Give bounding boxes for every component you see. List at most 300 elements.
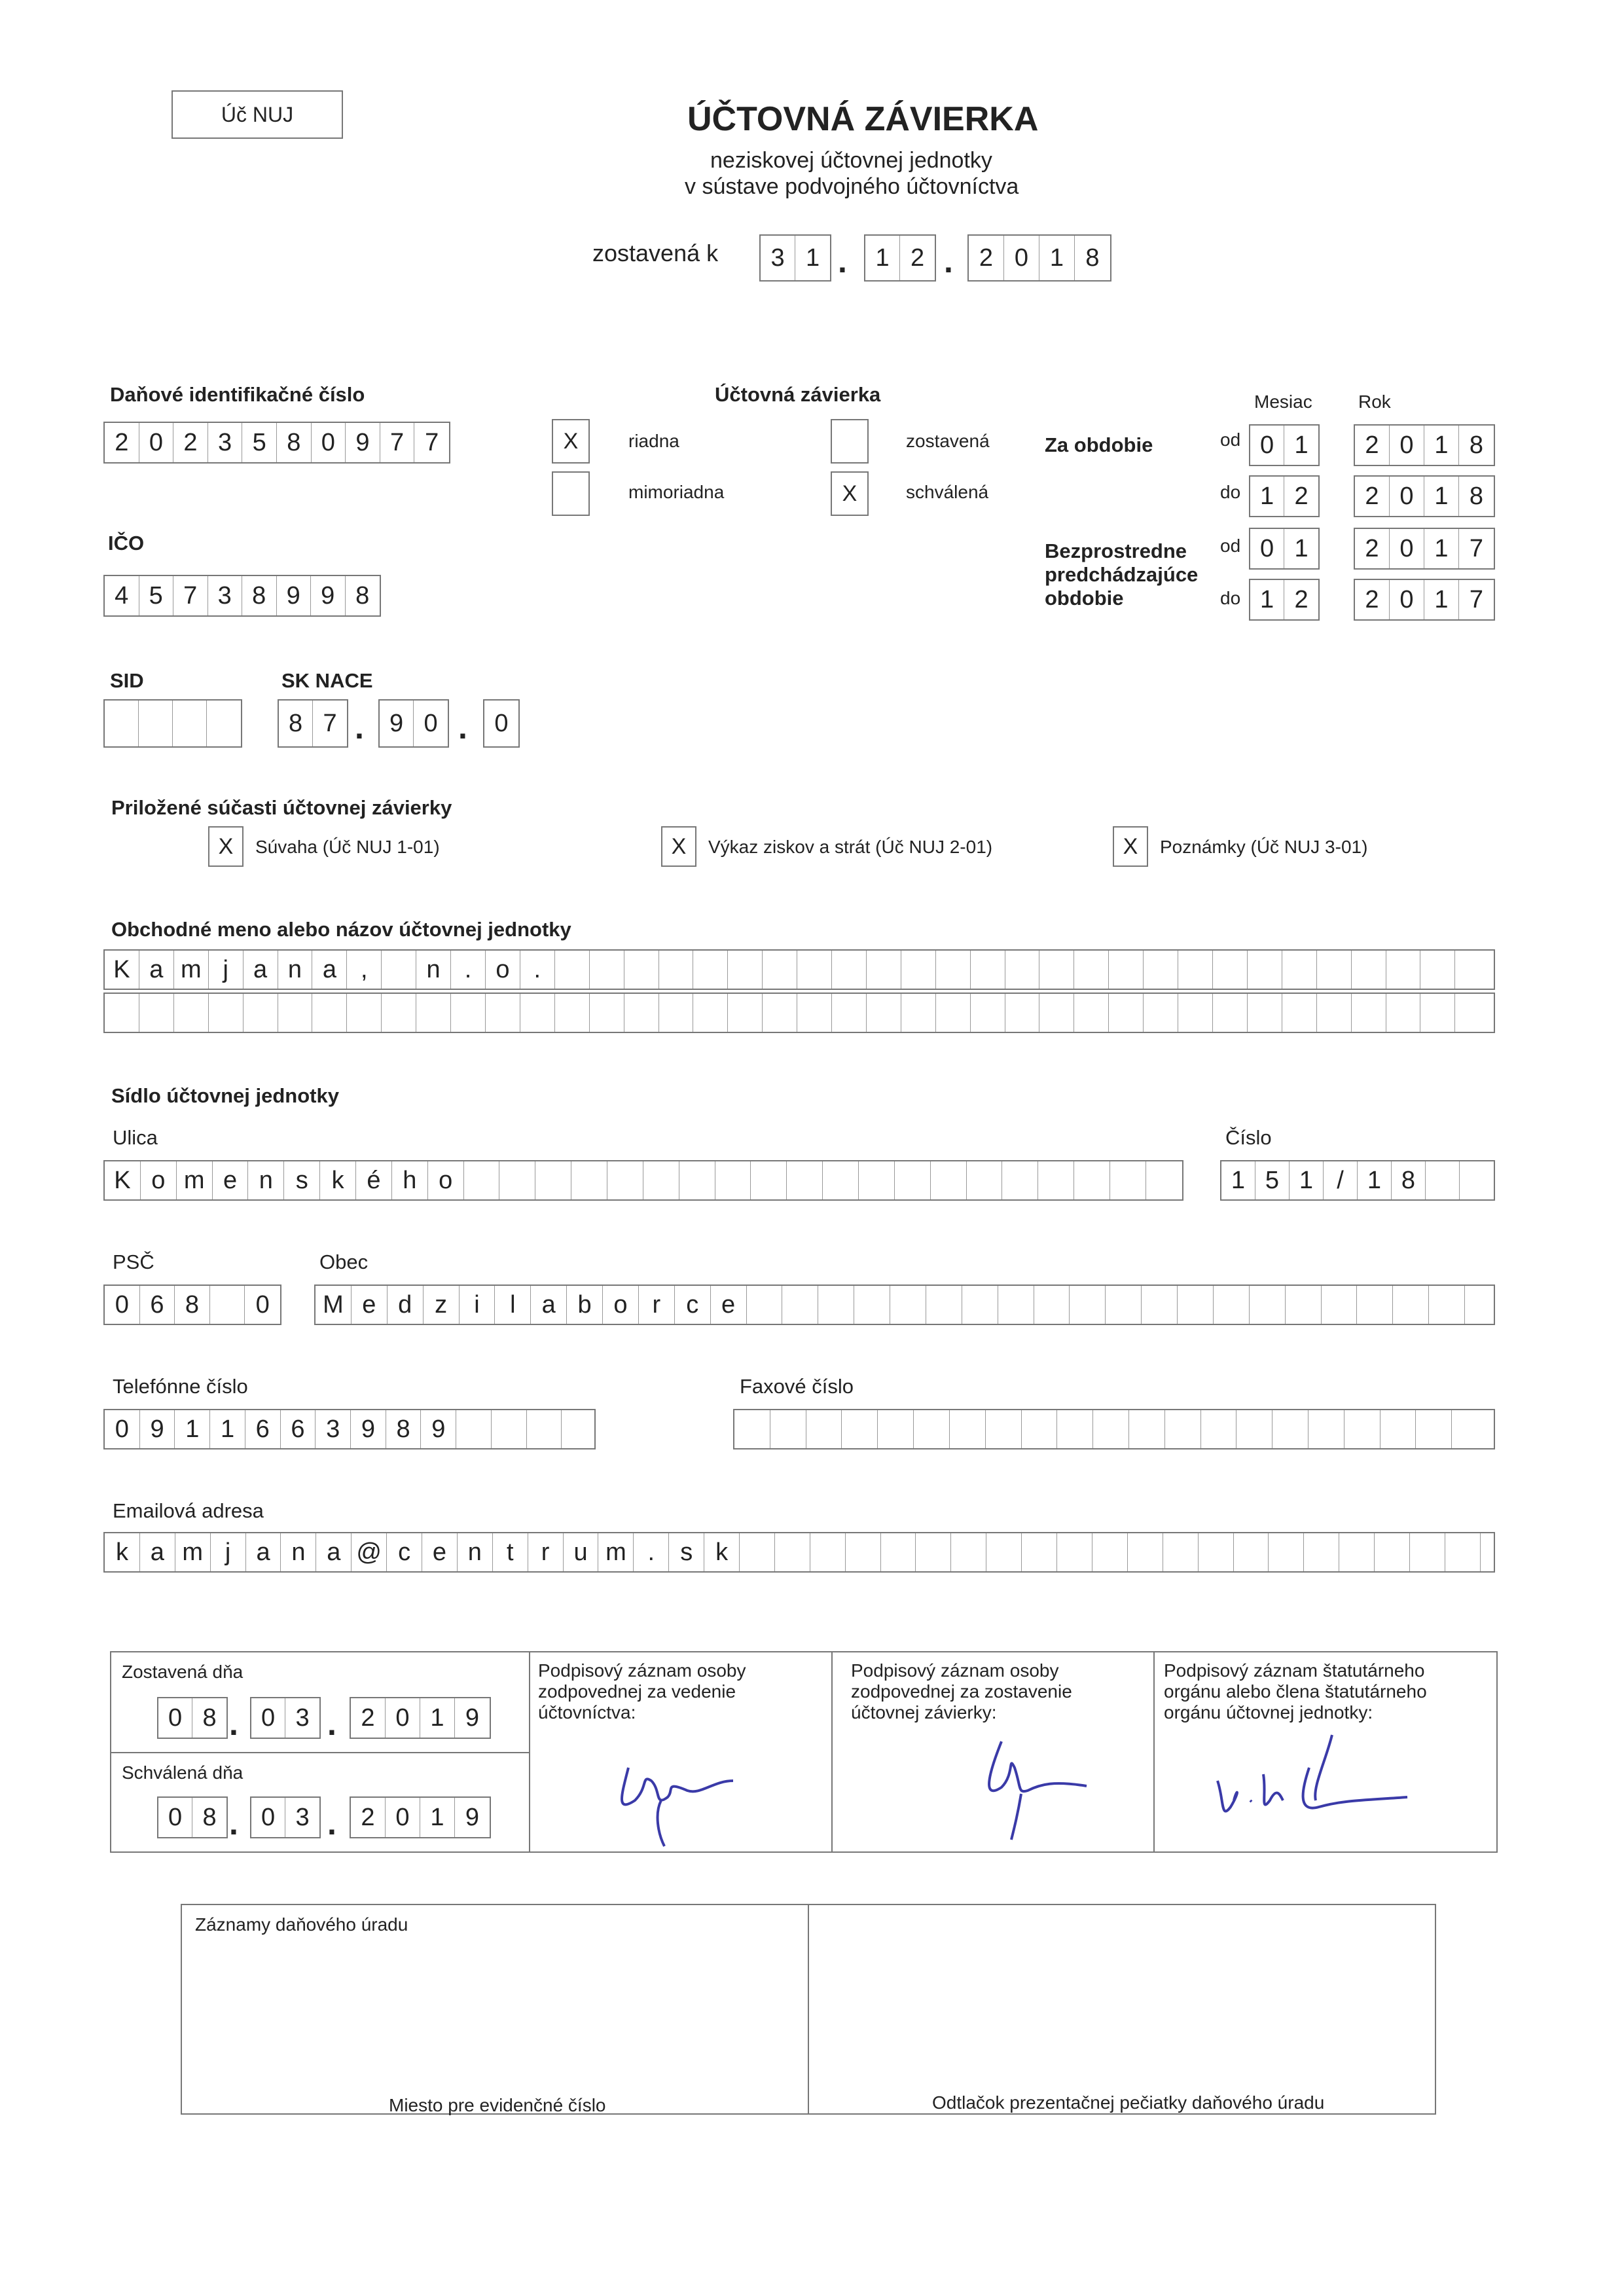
number-field <box>1220 1160 1495 1201</box>
compiled-as-of-label: zostavená k <box>592 240 719 266</box>
street-label: Ulica <box>113 1126 158 1149</box>
approved-on-year <box>350 1796 491 1838</box>
divider <box>529 1651 530 1853</box>
char-cell: k <box>704 1533 740 1571</box>
char-cell <box>936 994 971 1032</box>
char-cell <box>1146 1161 1182 1199</box>
char-cell <box>590 994 624 1032</box>
char-cell: 9 <box>351 1410 386 1448</box>
char-cell <box>382 951 416 989</box>
char-cell: n <box>416 951 451 989</box>
char-cell <box>823 1161 859 1199</box>
char-cell <box>693 951 728 989</box>
char-cell <box>1248 951 1282 989</box>
year-header: Rok <box>1358 392 1391 412</box>
char-cell <box>1093 1410 1129 1448</box>
char-cell <box>1178 994 1213 1032</box>
previous-period-label-3: obdobie <box>1045 587 1124 610</box>
char-cell <box>382 994 416 1032</box>
separator-dot: . <box>229 1805 238 1842</box>
char-cell <box>1481 1533 1494 1571</box>
from-label: od <box>1220 536 1241 556</box>
char-cell: 0 <box>1004 236 1039 280</box>
form-code: Úč NUJ <box>221 102 294 126</box>
email-label: Emailová adresa <box>113 1499 264 1522</box>
char-cell: o <box>486 951 520 989</box>
char-cell: 8 <box>202 1803 217 1831</box>
char-cell: 6 <box>140 1286 175 1324</box>
char-cell <box>527 1410 562 1448</box>
closure-extraordinary-label: mimoriadna <box>628 482 725 502</box>
char-cell: @ <box>352 1533 387 1571</box>
char-cell: 8 <box>242 576 277 615</box>
tax-office-label: Záznamy daňového úradu <box>195 1914 408 1935</box>
char-cell <box>492 1410 527 1448</box>
compiled-on-day <box>157 1697 228 1739</box>
char-cell <box>901 994 936 1032</box>
current-from-year <box>1354 424 1495 466</box>
char-cell <box>763 994 797 1032</box>
char-cell: 2 <box>1355 426 1390 465</box>
attachment-balance-checkbox[interactable]: X <box>208 826 244 867</box>
char-cell: 7 <box>1469 534 1484 562</box>
char-cell: r <box>639 1286 675 1324</box>
char-cell <box>1074 1161 1110 1199</box>
char-cell: 3 <box>208 423 243 462</box>
closure-regular-checkbox[interactable]: X <box>552 419 590 464</box>
char-cell: 7 <box>323 709 337 737</box>
char-cell: 0 <box>1250 529 1284 568</box>
char-cell <box>854 1286 890 1324</box>
char-cell: 2 <box>1355 529 1390 568</box>
char-cell: 0 <box>1390 477 1424 516</box>
char-cell: 8 <box>386 1410 422 1448</box>
signature-statutory-label-1: Podpisový záznam štatutárneho <box>1164 1660 1425 1681</box>
char-cell <box>1199 1533 1234 1571</box>
char-cell: 1 <box>210 1410 245 1448</box>
char-cell <box>105 701 139 746</box>
char-cell <box>1452 1410 1494 1448</box>
char-cell <box>1248 994 1282 1032</box>
char-cell: 7 <box>1469 585 1484 613</box>
char-cell: 1 <box>1294 431 1308 459</box>
char-cell <box>555 951 590 989</box>
char-cell <box>173 701 207 746</box>
char-cell: 1 <box>865 236 900 280</box>
char-cell: s <box>669 1533 704 1571</box>
signature-statutory-image <box>1204 1728 1420 1833</box>
separator-dot: . <box>458 709 467 746</box>
signature-accountant-label-2: zodpovednej za vedenie <box>538 1681 736 1702</box>
char-cell: 0 <box>251 1698 285 1738</box>
char-cell: 9 <box>140 1410 175 1448</box>
char-cell: 8 <box>1469 482 1484 510</box>
char-cell: 5 <box>242 423 277 462</box>
name-row-2 <box>103 993 1495 1033</box>
char-cell: 9 <box>465 1704 480 1732</box>
char-cell <box>1039 994 1074 1032</box>
char-cell <box>951 1533 986 1571</box>
char-cell <box>1005 994 1040 1032</box>
char-cell: c <box>387 1533 422 1571</box>
char-cell: 3 <box>316 1410 351 1448</box>
char-cell <box>1322 1286 1358 1324</box>
previous-to-month <box>1249 579 1320 621</box>
char-cell: o <box>428 1161 464 1199</box>
char-cell <box>916 1533 951 1571</box>
char-cell <box>1070 1286 1106 1324</box>
char-cell <box>1465 1286 1494 1324</box>
char-cell <box>1178 951 1213 989</box>
previous-to-year <box>1354 579 1495 621</box>
signature-compiler-label-1: Podpisový záznam osoby <box>851 1660 1059 1681</box>
char-cell: 3 <box>295 1704 310 1732</box>
char-cell: / <box>1324 1161 1358 1199</box>
char-cell: 2 <box>351 1798 386 1837</box>
char-cell: 9 <box>311 576 346 615</box>
char-cell <box>209 994 244 1032</box>
char-cell <box>734 1410 770 1448</box>
char-cell <box>797 994 832 1032</box>
current-from-month <box>1249 424 1320 466</box>
char-cell: h <box>392 1161 428 1199</box>
char-cell: e <box>711 1286 747 1324</box>
char-cell: 1 <box>1250 477 1284 516</box>
char-cell <box>914 1410 950 1448</box>
char-cell: e <box>213 1161 249 1199</box>
separator-dot: . <box>229 1705 238 1742</box>
stamp-label: Odtlačok prezentačnej pečiatky daňového úradu <box>932 2092 1325 2113</box>
char-cell <box>950 1410 986 1448</box>
char-cell: 2 <box>173 423 208 462</box>
compiled-on-month <box>250 1697 321 1739</box>
char-cell <box>1057 1410 1093 1448</box>
char-cell: 1 <box>1039 236 1075 280</box>
char-cell: 2 <box>105 423 139 462</box>
char-cell: 0 <box>251 1798 285 1837</box>
char-cell <box>1144 951 1178 989</box>
to-label: do <box>1220 588 1241 608</box>
separator-dot: . <box>944 243 953 280</box>
char-cell: a <box>244 951 278 989</box>
char-cell <box>1416 1410 1452 1448</box>
char-cell <box>1272 1410 1308 1448</box>
divider <box>1153 1651 1155 1853</box>
char-cell <box>797 951 832 989</box>
char-cell: 9 <box>421 1410 456 1448</box>
char-cell: j <box>211 1533 246 1571</box>
char-cell <box>1106 1286 1142 1324</box>
char-cell <box>1109 994 1144 1032</box>
sid-field <box>103 699 242 748</box>
char-cell: 0 <box>255 1290 270 1319</box>
closure-compiled-checkbox[interactable] <box>831 419 869 464</box>
char-cell: o <box>141 1161 177 1199</box>
char-cell: 8 <box>202 1704 217 1732</box>
char-cell <box>1092 1533 1128 1571</box>
zip-label: PSČ <box>113 1250 154 1273</box>
char-cell <box>1074 994 1109 1032</box>
char-cell: j <box>209 951 244 989</box>
char-cell: a <box>316 1533 352 1571</box>
char-cell <box>1213 951 1248 989</box>
char-cell <box>998 1286 1034 1324</box>
char-cell <box>624 951 659 989</box>
current-to-month <box>1249 475 1320 517</box>
char-cell: 9 <box>380 701 414 746</box>
char-cell: 8 <box>1392 1161 1426 1199</box>
char-cell: 1 <box>420 1798 455 1837</box>
compiled-on-label: Zostavená dňa <box>122 1662 244 1682</box>
char-cell: d <box>388 1286 424 1324</box>
char-cell <box>416 994 451 1032</box>
char-cell <box>986 1533 1022 1571</box>
char-cell <box>1236 1410 1272 1448</box>
char-cell: 1 <box>1294 534 1308 562</box>
char-cell <box>810 1533 846 1571</box>
char-cell: 1 <box>1424 580 1459 619</box>
char-cell <box>1386 994 1421 1032</box>
char-cell <box>347 994 382 1032</box>
char-cell: 6 <box>245 1410 281 1448</box>
char-cell: 1 <box>1221 1161 1255 1199</box>
char-cell <box>1426 1161 1460 1199</box>
street-field <box>103 1160 1183 1201</box>
char-cell <box>1163 1533 1199 1571</box>
char-cell <box>1250 1286 1286 1324</box>
name-row-1 <box>103 949 1495 990</box>
char-cell: k <box>105 1533 140 1571</box>
char-cell: 2 <box>910 244 925 272</box>
char-cell: 5 <box>1255 1161 1290 1199</box>
char-cell <box>174 994 209 1032</box>
char-cell <box>1420 994 1455 1032</box>
char-cell: s <box>284 1161 320 1199</box>
char-cell <box>1344 1410 1380 1448</box>
char-cell <box>890 1286 926 1324</box>
zip-field <box>103 1285 281 1325</box>
tax-id-label: Daňové identifikačné číslo <box>110 383 365 406</box>
char-cell: n <box>281 1533 316 1571</box>
attachment-notes-checkbox[interactable]: X <box>1113 826 1148 867</box>
char-cell: u <box>564 1533 599 1571</box>
char-cell <box>936 951 971 989</box>
compiled-as-of-day <box>759 234 831 282</box>
char-cell: K <box>105 1161 141 1199</box>
char-cell: 0 <box>105 1286 140 1324</box>
char-cell <box>210 1286 245 1324</box>
char-cell <box>832 951 867 989</box>
char-cell <box>607 1161 643 1199</box>
char-cell: 7 <box>425 428 439 456</box>
ico-field <box>103 575 381 617</box>
char-cell: a <box>531 1286 567 1324</box>
char-cell <box>1445 1533 1481 1571</box>
char-cell: 9 <box>277 576 312 615</box>
subtitle-2: v sústave podvojného účtovníctva <box>685 174 1019 199</box>
char-cell: o <box>603 1286 639 1324</box>
char-cell <box>1213 994 1248 1032</box>
char-cell <box>1110 1161 1146 1199</box>
char-cell <box>1234 1533 1269 1571</box>
char-cell <box>878 1410 914 1448</box>
char-cell <box>967 1161 1003 1199</box>
char-cell: 2 <box>1355 580 1390 619</box>
char-cell <box>1039 951 1074 989</box>
char-cell <box>728 994 763 1032</box>
char-cell <box>1178 1286 1214 1324</box>
char-cell: 2 <box>969 236 1004 280</box>
char-cell: 1 <box>1290 1161 1324 1199</box>
char-cell: 0 <box>494 709 509 737</box>
char-cell: e <box>352 1286 388 1324</box>
char-cell: 0 <box>105 1410 140 1448</box>
char-cell: b <box>567 1286 603 1324</box>
char-cell <box>659 951 694 989</box>
char-cell <box>971 951 1005 989</box>
char-cell: a <box>312 951 347 989</box>
char-cell: 3 <box>295 1803 310 1831</box>
attachment-pnl-checkbox[interactable]: X <box>661 826 696 867</box>
fax-label: Faxové číslo <box>740 1375 854 1398</box>
char-cell <box>1410 1533 1445 1571</box>
char-cell <box>1420 951 1455 989</box>
char-cell <box>806 1410 842 1448</box>
char-cell: 1 <box>805 244 820 272</box>
char-cell: 3 <box>761 236 795 280</box>
char-cell: 9 <box>346 423 380 462</box>
char-cell <box>846 1533 881 1571</box>
closure-label: Účtovná závierka <box>715 383 881 406</box>
char-cell: 7 <box>380 423 415 462</box>
char-cell <box>1214 1286 1250 1324</box>
char-cell <box>139 701 173 746</box>
char-cell: r <box>528 1533 564 1571</box>
char-cell <box>1022 1410 1058 1448</box>
closure-extraordinary-checkbox[interactable] <box>552 471 590 516</box>
signature-statutory-label-3: orgánu účtovnej jednotky: <box>1164 1702 1373 1722</box>
closure-approved-checkbox[interactable]: X <box>831 471 869 516</box>
char-cell <box>1380 1410 1416 1448</box>
char-cell: 0 <box>1390 580 1424 619</box>
char-cell: i <box>460 1286 496 1324</box>
char-cell: m <box>174 951 209 989</box>
ico-label: IČO <box>108 532 145 555</box>
char-cell <box>1357 1286 1393 1324</box>
char-cell <box>867 994 901 1032</box>
char-cell <box>643 1161 679 1199</box>
email-field <box>103 1532 1495 1573</box>
city-field <box>314 1285 1495 1325</box>
sid-label: SID <box>110 669 144 692</box>
char-cell <box>1034 1286 1070 1324</box>
char-cell: 1 <box>1424 529 1459 568</box>
char-cell <box>1317 994 1352 1032</box>
char-cell <box>740 1533 775 1571</box>
char-cell: n <box>458 1533 493 1571</box>
current-to-year <box>1354 475 1495 517</box>
signature-statutory-label-2: orgánu alebo člena štatutárneho <box>1164 1681 1427 1702</box>
compiled-on-year <box>350 1697 491 1739</box>
separator-dot: . <box>838 243 847 280</box>
char-cell: 1 <box>420 1698 455 1738</box>
char-cell <box>1282 951 1317 989</box>
char-cell <box>1269 1533 1304 1571</box>
char-cell: 0 <box>1390 529 1424 568</box>
char-cell: 8 <box>279 701 313 746</box>
char-cell: 0 <box>158 1698 192 1738</box>
char-cell: m <box>175 1533 211 1571</box>
attachments-label: Priložené súčasti účtovnej závierky <box>111 796 452 819</box>
char-cell <box>1352 994 1386 1032</box>
char-cell <box>1304 1533 1339 1571</box>
separator-dot: . <box>327 1805 336 1842</box>
char-cell <box>464 1161 500 1199</box>
from-label: od <box>1220 429 1241 450</box>
char-cell: . <box>451 951 486 989</box>
char-cell: 6 <box>281 1410 316 1448</box>
char-cell <box>867 951 901 989</box>
char-cell: . <box>520 951 555 989</box>
char-cell <box>747 1286 783 1324</box>
char-cell <box>520 994 555 1032</box>
nace-part-a <box>278 699 348 748</box>
char-cell: K <box>105 951 139 989</box>
char-cell <box>562 1410 594 1448</box>
char-cell: 9 <box>465 1803 480 1831</box>
char-cell: 0 <box>1390 426 1424 465</box>
char-cell <box>590 951 624 989</box>
char-cell <box>1165 1410 1201 1448</box>
char-cell <box>535 1161 571 1199</box>
signature-compiler-image <box>956 1728 1100 1846</box>
char-cell <box>962 1286 998 1324</box>
char-cell: 0 <box>158 1798 192 1837</box>
char-cell: 2 <box>1294 585 1308 613</box>
seat-label: Sídlo účtovnej jednotky <box>111 1084 339 1107</box>
compiled-as-of-month <box>864 234 936 282</box>
char-cell <box>1339 1533 1375 1571</box>
char-cell <box>782 1286 818 1324</box>
char-cell: , <box>347 951 382 989</box>
closure-regular-label: riadna <box>628 431 679 451</box>
char-cell <box>1352 951 1386 989</box>
char-cell <box>881 1533 916 1571</box>
char-cell <box>555 994 590 1032</box>
char-cell <box>451 994 486 1032</box>
char-cell <box>1455 994 1494 1032</box>
char-cell <box>1128 1533 1163 1571</box>
char-cell: m <box>598 1533 634 1571</box>
char-cell <box>624 994 659 1032</box>
attachment-pnl-label: Výkaz ziskov a strát (Úč NUJ 2-01) <box>708 837 993 857</box>
previous-from-month <box>1249 528 1320 570</box>
char-cell <box>832 994 867 1032</box>
char-cell <box>895 1161 931 1199</box>
separator-dot: . <box>355 709 364 746</box>
fax-field <box>733 1409 1495 1449</box>
char-cell <box>1005 951 1040 989</box>
char-cell: n <box>278 951 313 989</box>
char-cell <box>1002 1161 1038 1199</box>
char-cell <box>859 1161 895 1199</box>
subtitle-1: neziskovej účtovnej jednotky <box>710 148 992 173</box>
divider <box>110 1752 529 1753</box>
approved-on-label: Schválená dňa <box>122 1762 244 1783</box>
char-cell <box>931 1161 967 1199</box>
char-cell <box>728 951 763 989</box>
char-cell: 8 <box>1085 244 1100 272</box>
